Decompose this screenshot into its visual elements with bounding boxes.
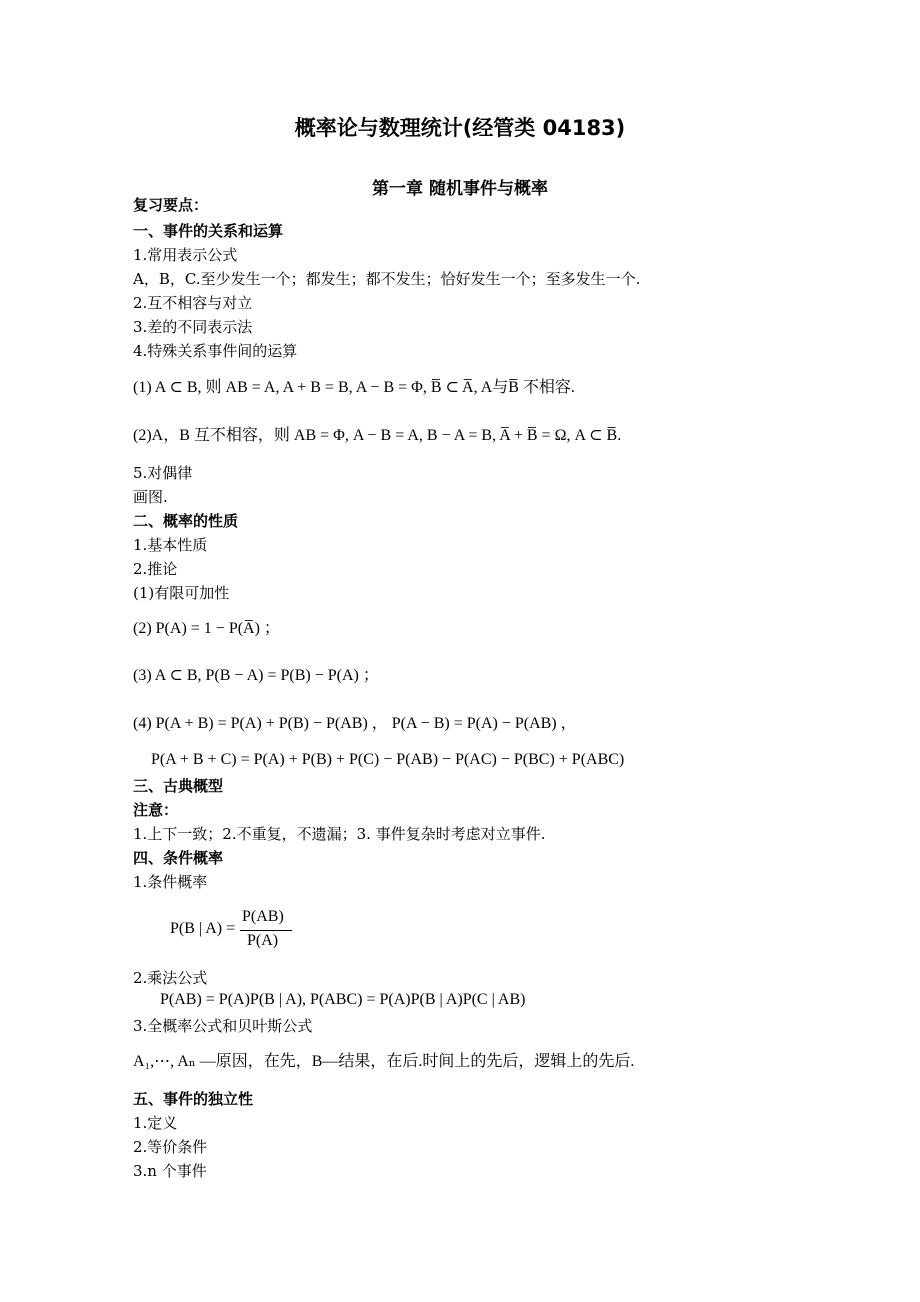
section-heading-4: 四、条件概率 bbox=[133, 849, 224, 867]
text-line: 3.n 个事件 bbox=[133, 1162, 207, 1180]
formula-line: P(AB) = P(A)P(B | A), P(ABC) = P(A)P(B | A)P(C | AB) bbox=[160, 991, 526, 1008]
text-line: 画图. bbox=[133, 488, 168, 506]
fraction-bar bbox=[240, 930, 292, 931]
formula-line: (1) A ⊂ B, 则 AB = A, A + B = B, A − B = Φ, B̅ ⊂ A̅, A与B̅ 不相容. bbox=[133, 379, 575, 396]
fraction-lhs: P(B | A) = bbox=[170, 920, 236, 937]
section-heading-5: 五、事件的独立性 bbox=[133, 1090, 254, 1108]
text-line: 1.上下一致；2.不重复，不遗漏；3. 事件复杂时考虑对立事件. bbox=[133, 825, 546, 843]
section-heading-3: 三、古典概型 bbox=[133, 777, 224, 795]
text-line: 3.全概率公式和贝叶斯公式 bbox=[133, 1017, 313, 1035]
formula-line: (2)A，B 互不相容，则 AB = Φ, A − B = A, B − A = B, A̅ + B̅ = Ω, A ⊂ B̅. bbox=[133, 427, 622, 444]
section-heading-1: 一、事件的关系和运算 bbox=[133, 222, 284, 240]
formula-line: (3) A ⊂ B, P(B − A) = P(B) − P(A) ； bbox=[133, 667, 379, 684]
text-line: 2.推论 bbox=[133, 560, 178, 578]
text-line: 3.差的不同表示法 bbox=[133, 318, 253, 336]
fraction-denominator: P(A) bbox=[247, 932, 279, 949]
formula-line: (4) P(A + B) = P(A) + P(B) − P(AB) ， P(A − B) = P(A) − P(AB) ， bbox=[133, 715, 577, 732]
note-label: 注意： bbox=[133, 801, 179, 819]
text-line: 4.特殊关系事件间的运算 bbox=[133, 342, 298, 360]
document-title: 概率论与数理统计(经管类 04183) bbox=[294, 116, 626, 140]
review-points-label: 复习要点： bbox=[133, 196, 209, 214]
chapter-heading: 第一章 随机事件与概率 bbox=[372, 179, 548, 199]
text-line: A，B，C.至少发生一个；都发生；都不发生；恰好发生一个；至多发生一个. bbox=[133, 270, 641, 288]
text-line: (1)有限可加性 bbox=[133, 584, 230, 602]
formula-line: (2) P(A) = 1 − P(A̅) ； bbox=[133, 620, 280, 637]
fraction-numerator: P(AB) bbox=[242, 908, 284, 925]
text-line: 5.对偶律 bbox=[133, 464, 193, 482]
formula-line: P(A + B + C) = P(A) + P(B) + P(C) − P(AB) − P(AC) − P(BC) + P(ABC) bbox=[151, 751, 625, 768]
section-heading-2: 二、概率的性质 bbox=[133, 512, 239, 530]
formula-line: A₁,⋯, Aₙ —原因，在先，B—结果，在后.时间上的先后，逻辑上的先后. bbox=[133, 1053, 635, 1070]
text-line: 2.乘法公式 bbox=[133, 969, 208, 987]
text-line: 1.常用表示公式 bbox=[133, 246, 238, 264]
text-line: 1.定义 bbox=[133, 1114, 178, 1132]
text-line: 2.互不相容与对立 bbox=[133, 294, 253, 312]
text-line: 2.等价条件 bbox=[133, 1138, 208, 1156]
text-line: 1.基本性质 bbox=[133, 536, 208, 554]
text-line: 1.条件概率 bbox=[133, 873, 208, 891]
